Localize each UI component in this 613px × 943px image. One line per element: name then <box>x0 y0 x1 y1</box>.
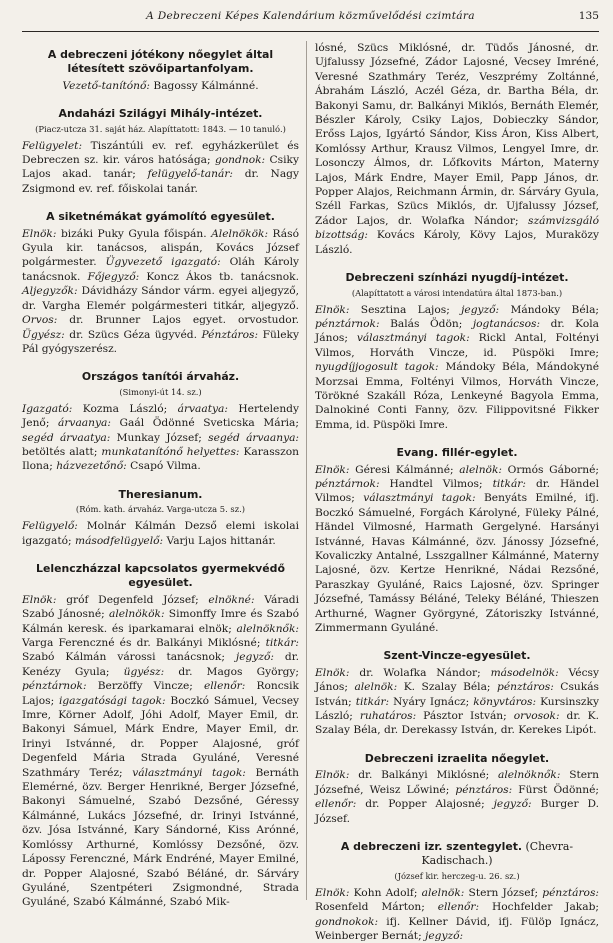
role-label: ellenőr: <box>203 679 246 693</box>
role-label: pénztárnok: <box>315 316 380 330</box>
body-text: Bernáth Elemérné, özv. Berger Henrikné, Berger Józsefné, Bakonyi Sámuelné, Szabó Dezsőné, Géressy Kálmánné, Lukács Józsefné, dr. Irinyi Istvánné, özv. Jósa Istvánné, Kary Sándorné, Kiss Arónné, Komlóssy Arthurné, Komlóssy Dezsőné, özv. Lápossy Ferenczné, Márk Endréné, Mayer Emilné, dr. Popper Alajosné, Szabó Béláné, dr. Sárváry Gyuláné, Szentpéteri Zsigmondné, Strada Gyuláné, Szabó Kálmánné, Szabó Mik- <box>22 765 300 909</box>
body-text: Gaál Ödönné Sveticska Mária; <box>110 416 299 430</box>
role-label: Felügyelet: <box>22 138 83 152</box>
role-label: titkár: <box>492 476 526 490</box>
title-line: A debreczeni izr. szentegylet. <box>340 839 523 853</box>
body-text: dr. Kola János; <box>315 316 599 345</box>
body-text: dr. Kenézy Gyula; <box>22 650 300 678</box>
body-text: Boczkó Sámuel, Vecsey Imre, Körner Adolf, Jóhi Adolf, Mayer Emil, dr. Bakonyi Sámuel, Márk Endre, Mayer Emil, dr. Irinyi Istvánné, dr. Popper Alajosné, gróf Degenfeld Mária Strada Gyuláné, Veresné Szathmáry Teréz; <box>22 693 299 779</box>
role-label: munkatanítónő helyettes: <box>101 444 240 458</box>
body-text: ifj. Kellner Dávid, ifj. Fülöp Ignácz, Weinberger Bernát; <box>315 914 599 942</box>
role-label: választmányi tagok: <box>363 491 476 505</box>
section-subtitle: (Simonyi-út 14. sz.) <box>119 386 202 397</box>
body-text: Stern Józsefné, Weisz Lőwiné; <box>315 768 599 796</box>
role-label: alelnök: <box>354 680 398 694</box>
role-label: választmányi tagok: <box>356 331 470 345</box>
body-text: Burger D. József. <box>315 797 599 825</box>
section-title <box>315 840 599 869</box>
section-body <box>22 79 299 93</box>
body-text: dr. Magos György; <box>164 664 299 678</box>
role-label: pénztáros: <box>497 680 554 694</box>
body-text: Munkay József; <box>110 430 209 444</box>
body-text: gróf Degenfeld József; <box>56 592 209 606</box>
section-title: A siketnémákat gyámolító egyesület. <box>46 210 275 224</box>
role-label: jegyző: <box>493 797 532 811</box>
role-label: Orvos: <box>22 313 58 327</box>
role-label: választmányi tagok: <box>132 765 246 779</box>
section-body <box>22 227 299 357</box>
section-body <box>315 886 599 943</box>
body-text: Ormós Gáborné; <box>502 462 599 476</box>
role-label: orvosok: <box>513 709 560 723</box>
role-label: Alelnökök: <box>211 226 269 240</box>
role-label: árvaatya: <box>177 401 228 415</box>
role-label: jegyző: <box>461 302 500 316</box>
section-body <box>315 666 599 738</box>
title-line: Lelenczházzal kapcsolatos gyermekvédő <box>36 561 285 575</box>
body-text: Nyáry Ignácz; <box>389 694 474 708</box>
title-line: Kadischach.) <box>421 854 493 868</box>
role-label: árvaanya: <box>58 416 111 430</box>
section-title <box>22 48 299 77</box>
body-text: Oláh Károly tanácsnok. <box>22 255 299 283</box>
section-subtitle: (József kir. herczeg-u. 26. sz.) <box>394 870 520 881</box>
body-text: Hochfelder Jakab; <box>479 900 599 914</box>
role-label: pénztárnok: <box>22 679 87 693</box>
role-label: Pénztáros: <box>201 327 259 341</box>
body-text: dr. Wolafka Nándor; <box>349 665 491 679</box>
body-text: Vécsy János; <box>315 665 599 694</box>
section-subtitle: (Piacz-utcza 31. saját ház. Alapíttatott: 1843. — 10 tanuló.) <box>35 123 286 134</box>
section-title: Debreczeni izraelita nőegylet. <box>364 751 550 765</box>
section-subtitle: (Róm. kath. árvaház. Varga-utcza 5. sz.) <box>75 504 246 515</box>
body-text: Berzöffy Vincze; <box>86 679 204 693</box>
body-text: Karasszon Ilona; <box>22 444 299 473</box>
title-line: létesített szövőipartanfolyam. <box>67 62 254 76</box>
role-label: ügyész: <box>123 664 165 678</box>
role-label: Elnök: <box>315 665 350 679</box>
right-column <box>315 41 600 942</box>
body-text: Dávidházy Sándor várm. egyei aljegyző, dr. Vargha Elemér polgármesteri titkár, aljegyző. <box>22 284 299 312</box>
two-column-body <box>22 41 600 942</box>
role-label: segéd árvaatya: <box>22 430 111 444</box>
role-label: jegyző: <box>235 650 274 664</box>
role-label: Elnök: <box>315 302 350 316</box>
section-title: Evang. fillér-egylet. <box>396 446 518 460</box>
role-label: Ügyvezető igazgató: <box>105 255 221 269</box>
role-label: titkár: <box>265 636 299 649</box>
body-text: Mándoky Béla; <box>499 302 599 316</box>
section-title: Szent-Vincze-egyesület. <box>383 649 531 663</box>
section-body <box>315 303 599 433</box>
section-title: Országos tanítói árvaház. <box>81 370 240 384</box>
body-text: Rickl Antal, Foltényi Vilmos, Horváth Vincze, id. Püspöki Imre; <box>315 331 600 359</box>
role-label: pénztárnok: <box>315 476 380 490</box>
body-text: K. Szalay Béla; <box>397 680 498 694</box>
body-text: Csiky Lajos akad. tanár; <box>22 153 299 181</box>
body-text: betöltés alatt; <box>22 444 102 458</box>
body-text: Fürst Ödönné; <box>512 782 599 796</box>
body-text: Varga Ferenczné és dr. Balkányi Miklósné; <box>22 636 266 649</box>
role-label: gondnok: <box>214 153 266 167</box>
body-text: Sesztina Lajos; <box>349 302 462 316</box>
role-label: házvezetőnő: <box>56 459 127 473</box>
role-label: pénztáros: <box>542 885 599 899</box>
body-text: bizáki Puky Gyula főispán. <box>56 226 212 240</box>
section-body <box>315 463 599 636</box>
body-text: dr. K. Szalay Béla, dr. Derekassy István, dr. Kerekes Lipót. <box>315 709 599 737</box>
body-text: dr. Popper Alajosné; <box>356 797 494 811</box>
role-label: Elnök: <box>315 885 350 899</box>
body-text: Váradi Szabó Jánosné; <box>22 592 299 621</box>
role-label: jogtanácsos: <box>472 316 541 330</box>
role-label: elnökné: <box>208 592 255 606</box>
body-text: dr. Szücs Géza ügyvéd. <box>64 327 202 341</box>
role-label: Főjegyző: <box>87 269 140 283</box>
body-text: Bagossy Kálmánné. <box>150 78 259 92</box>
role-label: alelnöknők: <box>497 768 561 782</box>
role-label: Elnök: <box>22 592 57 606</box>
role-label: jegyző: <box>425 928 464 942</box>
role-label: ellenőr: <box>437 900 480 914</box>
section-title: Andaházi Szilágyi Mihály-intézet. <box>58 107 263 121</box>
role-label: nyugdíjjogosult tagok: <box>315 360 439 374</box>
title-line: A debreczeni jótékony nőegylet által <box>47 48 274 61</box>
role-label: könyvtáros: <box>473 694 537 708</box>
role-label: Aljegyzők: <box>22 284 78 298</box>
role-label: Vezető-tanítónő: <box>62 78 150 92</box>
body-text: Kursinszky László; <box>315 694 599 723</box>
body-text: Rásó Gyula kir. tanácsos, alispán, Kovács József polgármester. <box>22 226 300 269</box>
body-text: lósné, Szücs Miklósné, dr. Tüdős Jánosné, dr. Ujfalussy Józsefné, Zádor Lajosné, Vecsey Imréné, Veresné Szathmáry Teréz, Veszprémy Zoltánné, Ábrahám László, Aczél Géza, dr. Bartha Béla, dr. Bakonyi Samu, dr. Balkányi Miklós, Bernáth Elemér, Bészler Károly, Csiky Lajos, Dobieczky Sándor, Erőss Lajos, Igyártó Sándor, Kiss Áron, Kiss Albert, Komlóssy Arthur, Krausz Vilmos, Lengyel Imre, dr. Losonczy Álmos, dr. Lőfkovits Márton, Materny Lajos, Márk Endre, Mayer Emil, Papp János, dr. Popper Alajos, Reichmann Ármin, dr. Sárváry Gyula, Széll Farkas, Szücs Miklós, dr. Ujfalussy József, Zádor Lajos, dr. Wolafka Nándor; <box>315 41 599 227</box>
section-body <box>315 41 599 257</box>
body-text: Hertelendy Jenő; <box>22 401 299 430</box>
body-text: Kohn Adolf; <box>349 885 422 899</box>
body-text: Füleky Pál gyógyszerész. <box>22 327 299 355</box>
section-body <box>315 768 599 826</box>
body-text: Benyáts Emilné, ifj. Boczkó Sámuelné, Forgách Károlyné, Füleky Pálné, Händel Vilmosné, Harmath Gergelyné. Harsányi Istvánné, Havas Kálmánné, özv. Jánossy Józsefné, Kovaliczky Antalné, Lsszgallner Kálmánné, Materny Lajosné, özv. Kertze Henrikné, Nádai Rezsőné, Paraszkay Gyuláné, Raics Lajosné, özv. Springer Józsefné, Tamássy Béláné, Teleky Béláné, Thieszen Arthurné, Wagner Györgyné, Zátoriszky Istvánné, Zimmermann Gyuláné. <box>315 491 599 635</box>
role-label: alelnök: <box>459 462 502 476</box>
section-title <box>22 562 299 591</box>
role-label: alelnöknők: <box>236 621 299 635</box>
body-text: Csapó Vilma. <box>126 459 201 473</box>
body-text: dr. Brunner Lajos egyet. orvostudor. <box>57 313 299 327</box>
role-label: alelnökök: <box>108 607 165 621</box>
body-text: dr. Nagy Zsigmond ev. ref. főiskolai tanár. <box>22 167 299 195</box>
body-text: Balás Ödön; <box>379 316 473 330</box>
body-text: Roncsik Lajos; <box>22 679 299 707</box>
body-text: dr. Balkányi Miklósné; <box>349 768 498 782</box>
body-text: Varju Lajos hittanár. <box>163 533 276 547</box>
role-label: igazgatósági tagok: <box>58 693 166 707</box>
left-column <box>22 41 300 909</box>
role-label: felügyelő-tanár: <box>147 167 234 181</box>
body-text: Stern József; <box>464 885 543 899</box>
section-body <box>22 139 299 197</box>
role-label: másodfelügyelő: <box>74 533 164 547</box>
section-title: Theresianum. <box>118 487 203 501</box>
column-divider <box>306 41 307 900</box>
role-label: Felügyelő: <box>22 519 78 533</box>
body-text: Molnár Kálmán Dezső elemi iskolai igazgató; <box>22 519 299 547</box>
body-text: Kovács Károly, Kövy Lajos, Muraközy László. <box>315 228 599 256</box>
section-body <box>22 593 299 910</box>
role-label: titkár: <box>355 694 390 708</box>
role-label: Igazgató: <box>22 401 73 415</box>
body-text: Pásztor István; <box>416 709 514 723</box>
role-label: számvizsgáló bizottság: <box>315 213 599 242</box>
role-label: Elnök: <box>22 226 57 240</box>
body-text: Simonffy Imre és Szabó Kálmán keresk. és iparkamarai elnök; <box>22 607 299 635</box>
role-label: másodelnök: <box>490 665 559 679</box>
body-text: Handtel Vilmos; <box>379 476 493 490</box>
role-label: segéd árvaanya: <box>208 430 300 444</box>
body-text: Koncz Ákos tb. tanácsnok. <box>139 269 300 283</box>
role-label: gondnokok: <box>315 914 379 928</box>
title-line: egyesület. <box>128 576 193 590</box>
section-subtitle: (Alapíttatott a városi intendatúra által 1873-ban.) <box>351 287 563 298</box>
body-text: Csukás István; <box>315 680 600 708</box>
role-label: Elnök: <box>315 462 350 476</box>
role-label: ellenőr: <box>315 797 357 811</box>
page-number: 135 <box>578 10 599 22</box>
title-line: (Chevra- <box>522 839 574 853</box>
body-text: dr. Händel Vilmos; <box>315 476 599 505</box>
role-label: Elnök: <box>315 768 350 782</box>
body-text: Tiszántúli ev. ref. egyházkerület és Debreczen sz. kir. város hatósága; <box>22 138 299 167</box>
body-text: Rosenfeld Márton; <box>315 900 438 914</box>
body-text: Mándoky Béla, Mándokyné Morzsai Emma, Foltényi Vilmos, Horváth Vincze, Törökné Szakáll Róza, Lenkeyné Bagyola Emma, Dalnokiné Conti Fanny, özv. Filippovitsné Fikker Emma, id. Püspöki Imre. <box>315 360 599 431</box>
role-label: Ügyész: <box>22 327 65 341</box>
section-title: Debreczeni színházi nyugdíj-intézet. <box>345 271 569 285</box>
role-label: alelnök: <box>421 885 465 899</box>
body-text: Szabó Kálmán várossi tanácsnok; <box>22 650 236 664</box>
section-body <box>22 519 299 548</box>
role-label: ruhatáros: <box>359 709 417 723</box>
body-text: Kozma László; <box>72 401 178 415</box>
header-title: A Debreczeni Képes Kalendárium közművelődési czimtára <box>146 10 475 22</box>
running-header <box>22 0 599 32</box>
section-body <box>22 402 299 474</box>
role-label: pénztáros: <box>455 782 513 796</box>
body-text: Géresi Kálmánné; <box>349 462 460 476</box>
